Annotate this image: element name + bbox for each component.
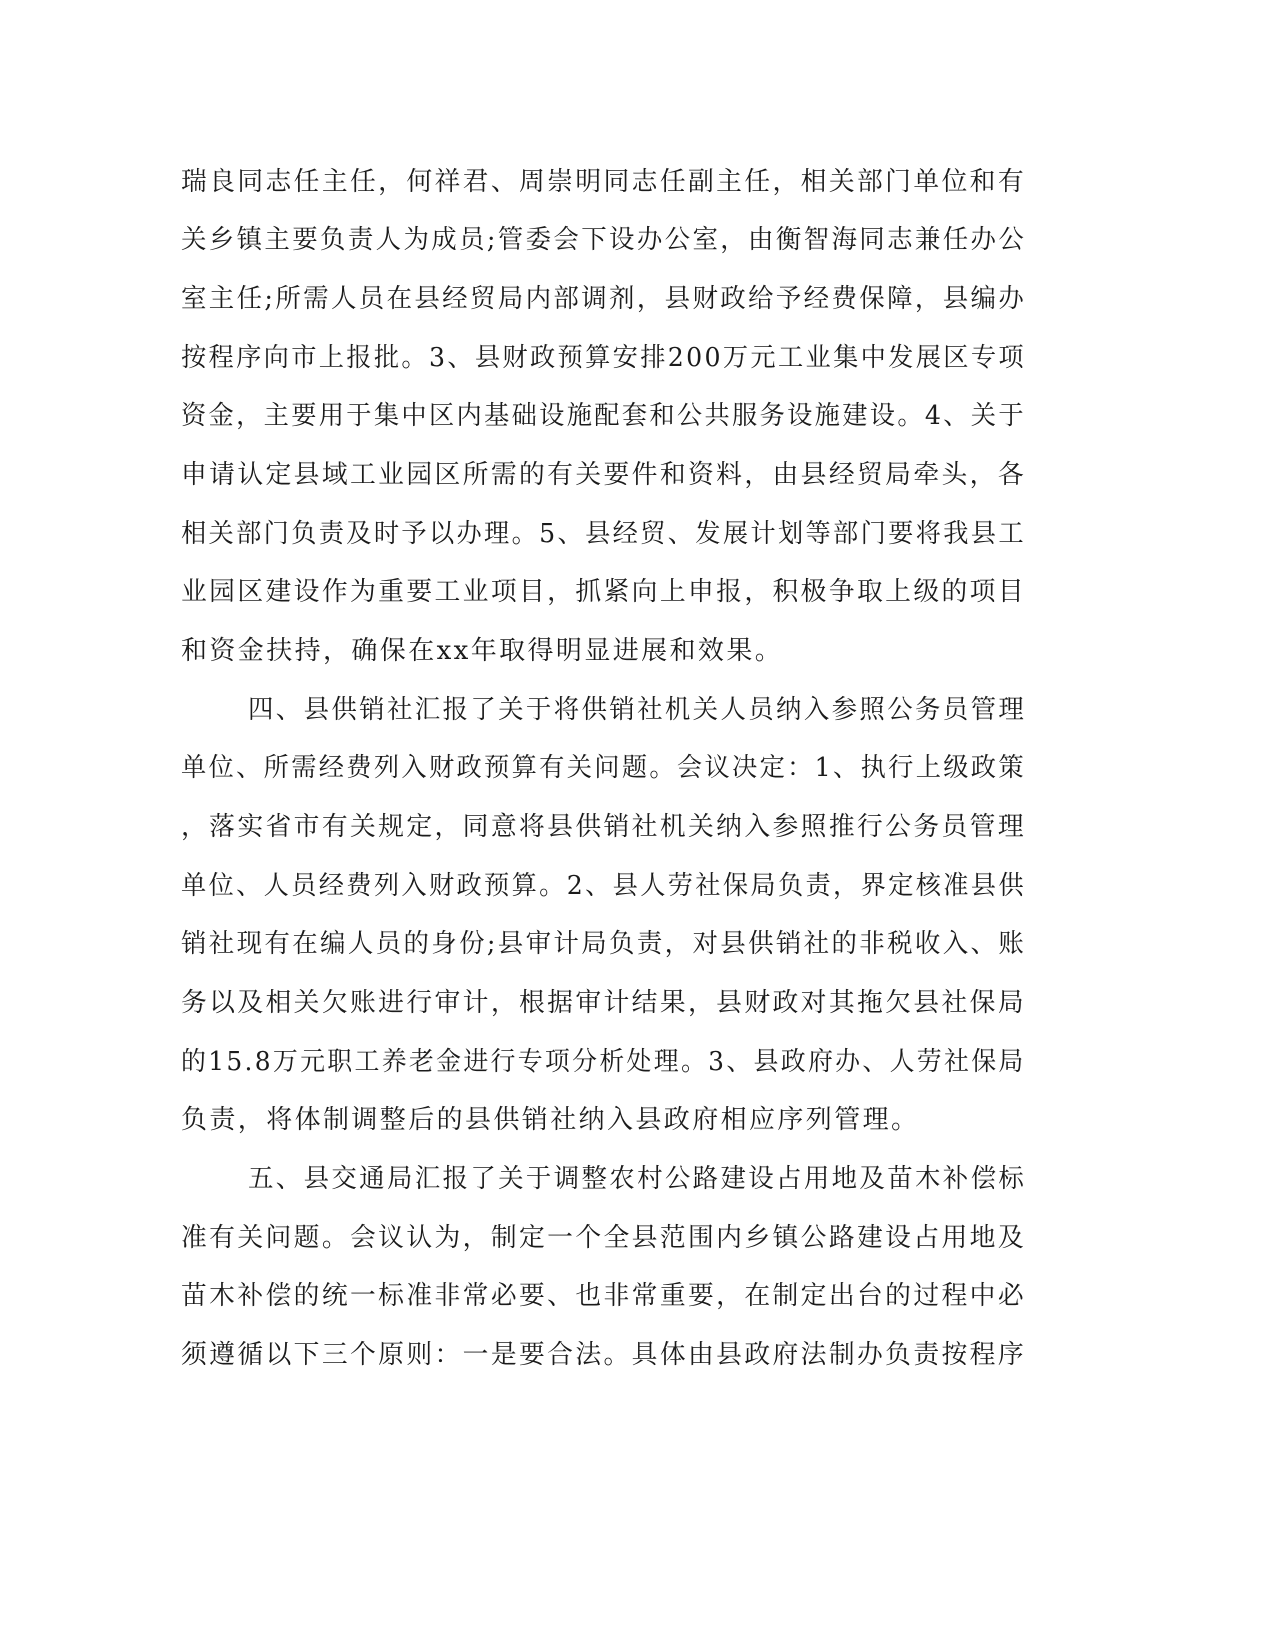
text-line: 瑞良同志任主任，何祥君、周崇明同志任副主任，相关部门单位和有: [181, 167, 1027, 197]
text-line: 须遵循以下三个原则：一是要合法。具体由县政府法制办负责按程序: [181, 1340, 1027, 1370]
text-line: 负责，将体制调整后的县供销社纳入县政府相应序列管理。: [181, 1105, 920, 1135]
text-line: 资金，主要用于集中区内基础设施配套和公共服务设施建设。4、关于: [181, 401, 1026, 431]
text-line: 室主任;所需人员在县经贸局内部调剂，县财政给予经费保障，县编办: [181, 284, 1027, 314]
text-line: 准有关问题。会议认为，制定一个全县范围内乡镇公路建设占用地及: [181, 1223, 1027, 1253]
text-line: 单位、所需经费列入财政预算有关问题。会议决定：1、执行上级政策: [181, 753, 1026, 783]
text-line: 销社现有在编人员的身份;县审计局负责，对县供销社的非税收入、账: [181, 929, 1027, 959]
text-line: 按程序向市上报批。3、县财政预算安排200万元工业集中发展区专项: [181, 343, 1026, 373]
text-line: 的15.8万元职工养老金进行专项分析处理。3、县政府办、人劳社保局: [181, 1047, 1026, 1077]
paragraph-first-line: 五、县交通局汇报了关于调整农村公路建设占用地及苗木补偿标: [248, 1164, 1027, 1194]
text-line: 务以及相关欠账进行审计，根据审计结果，县财政对其拖欠县社保局: [181, 988, 1027, 1018]
text-line: 申请认定县域工业园区所需的有关要件和资料，由县经贸局牵头，各: [181, 460, 1027, 490]
text-line: ，落实省市有关规定，同意将县供销社机关纳入参照推行公务员管理: [181, 812, 1027, 842]
paragraph-first-line: 四、县供销社汇报了关于将供销社机关人员纳入参照公务员管理: [248, 695, 1027, 725]
text-line: 和资金扶持，确保在xx年取得明显进展和效果。: [181, 636, 784, 666]
text-line: 苗木补偿的统一标准非常必要、也非常重要，在制定出台的过程中必: [181, 1281, 1027, 1311]
text-line: 单位、人员经费列入财政预算。2、县人劳社保局负责，界定核准县供: [181, 871, 1026, 901]
text-line: 业园区建设作为重要工业项目，抓紧向上申报，积极争取上级的项目: [181, 577, 1027, 607]
text-line: 相关部门负责及时予以办理。5、县经贸、发展计划等部门要将我县工: [181, 519, 1026, 549]
text-line: 关乡镇主要负责人为成员;管委会下设办公室，由衡智海同志兼任办公: [181, 225, 1027, 255]
